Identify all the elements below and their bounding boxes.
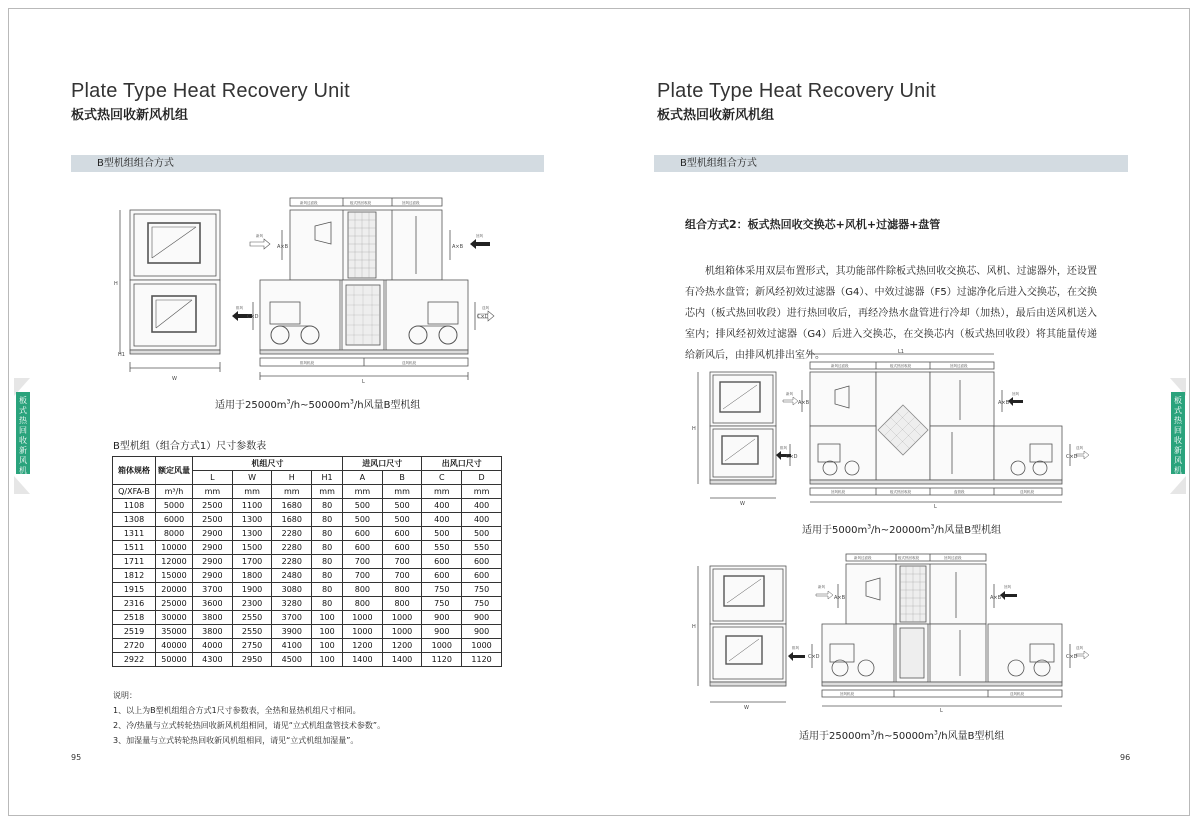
table-cell: 1000: [422, 639, 462, 653]
unit-cell: mm: [343, 485, 383, 499]
table-cell: 2550: [232, 625, 272, 639]
right-title-en: Plate Type Heat Recovery Unit: [657, 80, 936, 102]
table-cell: 40000: [156, 639, 193, 653]
dim-ab-right: A×B: [452, 244, 464, 250]
label-fresh-air: 新风: [256, 234, 263, 238]
table-cell: 400: [422, 499, 462, 513]
table-cell: 5000: [156, 499, 193, 513]
d2-dim-l: L: [940, 708, 943, 714]
unit-cell: mm: [232, 485, 272, 499]
table-cell: 700: [343, 555, 383, 569]
table-cell: 3600: [193, 597, 233, 611]
table-cell: 8000: [156, 527, 193, 541]
table-row: [113, 625, 502, 639]
d1-bottom-label-4: 送风机段: [1020, 490, 1034, 494]
table-cell: 1108: [113, 499, 156, 513]
table-cell: 1200: [343, 639, 383, 653]
table-cell: 80: [312, 555, 343, 569]
dim-cd-left: C×D: [247, 314, 259, 320]
d1-bottom-label-1: 回风机段: [831, 490, 845, 494]
d1-top-label-1: 新风过滤段: [831, 364, 849, 368]
table-cell: 1680: [272, 513, 312, 527]
label-plate-recovery: 板式热回收段: [350, 201, 371, 205]
label-supply-fan: 送风机段: [402, 361, 416, 365]
th-c: C: [422, 471, 462, 485]
table-cell: 2500: [193, 513, 233, 527]
note-heading: 说明：: [113, 691, 137, 700]
table-cell: 100: [312, 639, 343, 653]
note-1: 1、以上为B型机组组合方式1尺寸参数表，全热和显热机组尺寸相同。: [113, 706, 361, 715]
table-cell: 80: [312, 513, 343, 527]
left-tab-tri-bottom: [14, 476, 30, 494]
table-cell: 35000: [156, 625, 193, 639]
table-cell: 800: [382, 597, 422, 611]
d1-top-label-3: 回风过滤段: [950, 364, 968, 368]
d2-dim-cd-right: C×D: [1066, 654, 1078, 660]
table-cell: 1300: [232, 527, 272, 541]
left-page-number: 95: [71, 753, 82, 762]
d1-dim-ab-left: A×B: [798, 400, 810, 406]
table-cell: 2280: [272, 555, 312, 569]
table-cell: 12000: [156, 555, 193, 569]
table-cell: 30000: [156, 611, 193, 625]
table-cell: 400: [462, 513, 502, 527]
table-cell: 4000: [193, 639, 233, 653]
table-cell: 2900: [193, 569, 233, 583]
table-cell: 1711: [113, 555, 156, 569]
table-cell: 750: [422, 583, 462, 597]
table-cell: 25000: [156, 597, 193, 611]
label-return-filter: 回风过滤段: [402, 201, 420, 205]
table-cell: 3080: [272, 583, 312, 597]
table-cell: 2550: [232, 611, 272, 625]
d1-return-air: 回风: [1012, 392, 1019, 396]
d1-dim-cd-right: C×D: [1066, 454, 1078, 460]
right-unit-diagram-2: [690, 548, 1090, 718]
d2-dim-w: W: [744, 705, 749, 711]
dim-cd-right: C×D: [477, 314, 489, 320]
dim-ab-left: A×B: [277, 244, 289, 250]
table-cell: 1311: [113, 527, 156, 541]
table-cell: 100: [312, 625, 343, 639]
label-exhaust-air: 排风: [236, 306, 243, 310]
table-cell: 550: [462, 541, 502, 555]
table-row: [113, 597, 502, 611]
table-cell: 600: [382, 527, 422, 541]
d1-dim-l1: L1: [898, 349, 904, 355]
spec-table-body: [113, 485, 502, 667]
dim-h1: H1: [118, 352, 125, 358]
table-cell: 600: [382, 541, 422, 555]
d2-dim-h: H: [692, 624, 696, 630]
table-cell: 1100: [232, 499, 272, 513]
d2-return-air: 回风: [1004, 585, 1011, 589]
table-cell: 900: [422, 625, 462, 639]
table-cell: 100: [312, 611, 343, 625]
table-cell: 3280: [272, 597, 312, 611]
table-cell: 2750: [232, 639, 272, 653]
table-cell: 750: [462, 583, 502, 597]
label-fresh-filter: 新风过滤段: [300, 201, 318, 205]
table-cell: 600: [462, 555, 502, 569]
th-h: H: [272, 471, 312, 485]
d2-top-label-1: 新风过滤段: [854, 556, 872, 560]
d1-top-label-2: 板式热回收段: [890, 364, 911, 368]
table-cell: 1915: [113, 583, 156, 597]
table-cell: 700: [343, 569, 383, 583]
table-cell: 500: [343, 499, 383, 513]
table-row: [113, 583, 502, 597]
table-cell: 800: [343, 583, 383, 597]
d2-top-label-3: 回风过滤段: [944, 556, 962, 560]
table-cell: 600: [422, 569, 462, 583]
notes: [113, 688, 385, 748]
th-size: 机组尺寸: [193, 457, 343, 471]
unit-row: [113, 485, 502, 499]
table-cell: 2720: [113, 639, 156, 653]
table-row: [113, 541, 502, 555]
combo-title: 组合方式2：板式热回收交换芯+风机+过滤器+盘管: [685, 218, 941, 231]
unit-cell: Q/XFA-B: [113, 485, 156, 499]
table-cell: 2900: [193, 555, 233, 569]
table-cell: 1000: [343, 611, 383, 625]
right-caption-2: 适用于$25000m^3/h\sim 50000m^3/h$风量B型机组: [799, 729, 1005, 742]
table-cell: 1400: [343, 653, 383, 667]
unit-cell: m³/h: [156, 485, 193, 499]
right-unit-diagram-1: [690, 350, 1090, 510]
note-3: 3、加湿量与立式转轮热回收新风机组相同，请见“立式机组加湿量”。: [113, 736, 359, 745]
table-cell: 1700: [232, 555, 272, 569]
table-cell: 1000: [343, 625, 383, 639]
th-h1: H1: [312, 471, 343, 485]
table-cell: 3700: [193, 583, 233, 597]
table-cell: 80: [312, 541, 343, 555]
return-air-arrow: [470, 239, 490, 249]
table-cell: 1120: [422, 653, 462, 667]
table-cell: 750: [422, 597, 462, 611]
unit-cell: mm: [422, 485, 462, 499]
table-row: [113, 527, 502, 541]
table-cell: 900: [462, 611, 502, 625]
th-l: L: [193, 471, 233, 485]
table-cell: 900: [422, 611, 462, 625]
table-cell: 15000: [156, 569, 193, 583]
table-cell: 2519: [113, 625, 156, 639]
side-view-upper-box: [130, 210, 220, 280]
label-supply-air: 送风: [482, 306, 489, 310]
th-spec: 箱体规格: [113, 457, 156, 485]
right-page-number: 96: [1120, 753, 1131, 762]
right-title-cn: 板式热回收新风机组: [657, 108, 775, 123]
th-in: 进风口尺寸: [343, 457, 422, 471]
table-row: [113, 513, 502, 527]
left-section-bar: B型机组组合方式: [71, 155, 544, 172]
table-cell: 500: [343, 513, 383, 527]
d2-supply-air: 送风: [1076, 646, 1083, 650]
table-cell: 2280: [272, 541, 312, 555]
table-row: [113, 639, 502, 653]
table-cell: 1200: [382, 639, 422, 653]
table-cell: 600: [343, 527, 383, 541]
fresh-air-arrow: [250, 239, 270, 249]
d2-fresh-air: 新风: [818, 585, 825, 589]
table-row: [113, 611, 502, 625]
right-side-tab: 板式热回收新风机组: [1171, 392, 1185, 474]
table-cell: 4100: [272, 639, 312, 653]
table-cell: 750: [462, 597, 502, 611]
table-cell: 1000: [382, 611, 422, 625]
d1-dim-cd-left: C×D: [786, 454, 798, 460]
table-cell: 2500: [193, 499, 233, 513]
d1-bottom-label-3: 盘管段: [954, 490, 965, 494]
d1-dim-l: L: [934, 504, 937, 510]
d2-bottom-label-2: 送风机段: [1010, 692, 1024, 696]
table-cell: 4300: [193, 653, 233, 667]
unit-cell: mm: [462, 485, 502, 499]
th-b: B: [382, 471, 422, 485]
th-w: W: [232, 471, 272, 485]
th-air: 额定风量: [156, 457, 193, 485]
unit-cell: mm: [193, 485, 233, 499]
table-cell: 80: [312, 527, 343, 541]
d1-fresh-air: 新风: [786, 392, 793, 396]
d2-dim-cd-left: C×D: [808, 654, 820, 660]
table-cell: 700: [382, 555, 422, 569]
table-cell: 500: [462, 527, 502, 541]
table-cell: 550: [422, 541, 462, 555]
table-cell: 1800: [232, 569, 272, 583]
table-cell: 800: [343, 597, 383, 611]
label-return-air: 回风: [476, 234, 483, 238]
table-cell: 3700: [272, 611, 312, 625]
table-cell: 1511: [113, 541, 156, 555]
left-side-tab: 板式热回收新风机组: [16, 392, 30, 474]
description-paragraph: 机组箱体采用双层布置形式，其功能部件除板式热回收交换芯、风机、过滤器外，还设置有冷热水盘管；新风经初效过滤器（G4）、中效过滤器（F5）过滤净化后进入交换芯，在交换芯内（板式热回收段）进行热回收后，再经冷热水盘管进行冷却（加热），最后由送风机送入室内；排风经初效过滤器（G4）后进入交换芯，在交换芯内（板式热回收段）将其能量传递给新风后，由排风机排出室外。: [685, 266, 1097, 361]
unit-cell: mm: [272, 485, 312, 499]
d1-dim-h: H: [692, 426, 696, 432]
table-cell: 400: [462, 499, 502, 513]
dim-h: H: [114, 281, 118, 287]
table-cell: 3800: [193, 625, 233, 639]
table-cell: 20000: [156, 583, 193, 597]
table-cell: 2518: [113, 611, 156, 625]
table-row: [113, 569, 502, 583]
left-unit-diagram: [110, 190, 500, 385]
dim-l: L: [362, 379, 365, 385]
table-cell: 800: [382, 583, 422, 597]
table-cell: 600: [343, 541, 383, 555]
table-cell: 3900: [272, 625, 312, 639]
table-cell: 2300: [232, 597, 272, 611]
table-cell: 700: [382, 569, 422, 583]
unit-cell: mm: [312, 485, 343, 499]
table-cell: 2922: [113, 653, 156, 667]
table-cell: 80: [312, 499, 343, 513]
table-cell: 80: [312, 583, 343, 597]
table-cell: 900: [462, 625, 502, 639]
d1-dim-w: W: [740, 501, 745, 507]
table-cell: 1308: [113, 513, 156, 527]
table-cell: 600: [462, 569, 502, 583]
spec-table: [112, 456, 502, 667]
table-cell: 500: [422, 527, 462, 541]
table-cell: 400: [422, 513, 462, 527]
table-cell: 1900: [232, 583, 272, 597]
d1-dim-ab-right: A×B: [998, 400, 1010, 406]
table-row: [113, 555, 502, 569]
d1-exhaust-air: 排风: [780, 446, 787, 450]
table-cell: 6000: [156, 513, 193, 527]
th-d: D: [462, 471, 502, 485]
dim-w: W: [172, 376, 177, 382]
table-title: B型机组（组合方式1）尺寸参数表: [113, 441, 267, 452]
th-a: A: [343, 471, 383, 485]
left-caption: 适用于$25000m^3/h\sim 50000m^3/h$风量B型机组: [215, 398, 421, 411]
table-cell: 2900: [193, 527, 233, 541]
table-cell: 80: [312, 597, 343, 611]
d1-bottom-label-2: 板式热回收段: [890, 490, 911, 494]
left-title-en: Plate Type Heat Recovery Unit: [71, 80, 350, 102]
d2-bottom-label-1: 回风机段: [840, 692, 854, 696]
table-cell: 600: [422, 555, 462, 569]
d2-exhaust-air: 排风: [792, 646, 799, 650]
th-out: 出风口尺寸: [422, 457, 502, 471]
table-cell: 2280: [272, 527, 312, 541]
table-row: [113, 499, 502, 513]
table-cell: 1000: [382, 625, 422, 639]
table-cell: 100: [312, 653, 343, 667]
table-cell: 3800: [193, 611, 233, 625]
table-cell: 500: [382, 499, 422, 513]
table-cell: 2316: [113, 597, 156, 611]
table-cell: 2480: [272, 569, 312, 583]
d2-dim-ab-left: A×B: [834, 595, 846, 601]
table-cell: 1500: [232, 541, 272, 555]
table-cell: 10000: [156, 541, 193, 555]
d1-supply-air: 送风: [1076, 446, 1083, 450]
table-cell: 1120: [462, 653, 502, 667]
table-cell: 1300: [232, 513, 272, 527]
table-row: [113, 653, 502, 667]
label-exhaust-fan: 排风机段: [300, 361, 314, 365]
right-caption-1: 适用于$5000m^3/h\sim 20000m^3/h$风量B型机组: [802, 523, 1002, 536]
table-cell: 1000: [462, 639, 502, 653]
table-cell: 500: [382, 513, 422, 527]
table-cell: 1812: [113, 569, 156, 583]
table-cell: 1400: [382, 653, 422, 667]
d2-dim-ab-right: A×B: [990, 595, 1002, 601]
side-view-lower-box: [130, 280, 220, 350]
d2-top-label-2: 板式热回收段: [898, 556, 919, 560]
right-section-bar: B型机组组合方式: [654, 155, 1128, 172]
right-tab-tri-bottom: [1170, 476, 1186, 494]
left-title-cn: 板式热回收新风机组: [71, 108, 189, 123]
table-cell: 2900: [193, 541, 233, 555]
unit-cell: mm: [382, 485, 422, 499]
table-cell: 80: [312, 569, 343, 583]
table-cell: 1680: [272, 499, 312, 513]
table-cell: 4500: [272, 653, 312, 667]
note-2: 2、冷/热量与立式转轮热回收新风机组相同，请见“立式机组盘管技术参数”。: [113, 721, 386, 730]
table-cell: 2950: [232, 653, 272, 667]
table-cell: 50000: [156, 653, 193, 667]
